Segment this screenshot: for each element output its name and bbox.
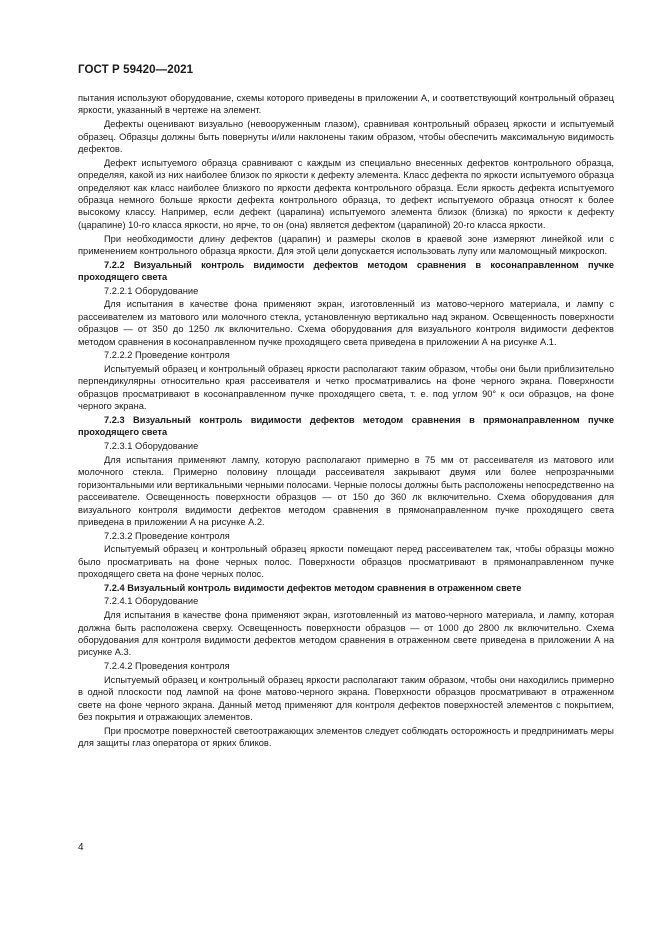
subsection-heading-7-2-2-1: 7.2.2.1 Оборудование [104,285,199,296]
paragraph: Испытуемый образец и контрольный образец яркости располагают таким образом, чтобы они находились примерно в одной плоскости под лампой на фоне матово-черного экрана. Поверхности образцов просматривают в отраженном свете на фоне черного экрана. Данный метод применяют для контроля дефектов поверхностей элементов с покрытием, без покрытия и отражающих элементов. [78,674,614,723]
subsection-heading-7-2-4-2: 7.2.4.2 Проведения контроля [104,661,230,672]
section-heading-7-2-2: 7.2.2 Визуальный контроль видимости дефектов методом сравнения в косонаправленном пучке проходящего света [78,259,614,283]
subsection-heading-7-2-2-2: 7.2.2.2 Проведение контроля [104,350,230,361]
paragraph: Для испытания применяют лампу, которую располагают примерно в 75 мм от рассеивателя из матового или молочного стекла. Примерно половину площади рассеивателя закрывают двумя или более непрозрачными горизонтальными или вертикальными черными полосами. Черные полосы должны быть расположены непосредственно на рассеивателе. Освещенность поверхности образцов — от 150 до 360 лк включительно. Схема оборудования для визуального контроля видимости дефектов методом сравнения в прямонаправленном пучке проходящего света приведена в приложении А на рисунке А.2. [78,454,614,528]
subsection-heading-7-2-3-1: 7.2.3.1 Оборудование [104,441,199,452]
paragraph: Для испытания в качестве фона применяют экран, изготовленный из матово-черного материала, и лампу, которая должна быть расположена сверху. Освещенность поверхности образцов — от 1000 до 2800 лк включительно. Схема оборудования для контроля видимости дефектов методом сравнения в отраженном свете приведена в приложении А на рисунке А.3. [78,610,614,658]
paragraph: При необходимости длину дефектов (царапин) и размеры сколов в краевой зоне измеряют линейкой или с применением контрольного образца яркости. Для этой цели допускается использовать лупу или маломощный микроскоп. [78,233,614,256]
section-heading-7-2-3: 7.2.3 Визуальный контроль видимости дефектов методом сравнения в прямонаправленном пучке проходящего света [78,415,614,438]
subsection-heading-7-2-3-2: 7.2.3.2 Проведение контроля [104,530,230,541]
document-body [78,92,614,751]
paragraph: При просмотре поверхностей светоотражающих элементов следует соблюдать осторожность и предпринимать меры для защиты глаз оператора от ярких бликов. [78,725,614,749]
page-number: 4 [78,842,84,853]
section-heading-7-2-4: 7.2.4 Визуальный контроль видимости дефектов методом сравнения в отраженном свете [104,582,522,593]
paragraph: Испытуемый образец и контрольный образец яркости располагают таким образом, чтобы они были приблизительно перпендикулярны относительно края рассеивателя и четко просматривались на фоне черного экрана. Поверхности образцов просматривают в косонаправленном пучке проходящего света, т. е. под углом 90° к оси образцов, на фоне черного экрана. [78,364,614,412]
paragraph: Испытуемый образец и контрольный образец яркости помещают перед рассеивателем так, чтобы образцы можно было просматривать на фоне черных полос. Поверхности образцов просматривают в прямонаправленном пучке проходящего света на фоне черных полос. [78,544,614,580]
paragraph-continuation: пытания используют оборудование, схемы которого приведены в приложении А, и соответствующий контрольный образец яркости, указанный в чертеже на элемент. [78,93,614,116]
paragraph: Для испытания в качестве фона применяют экран, изготовленный из матово-черного материала, и лампу с рассеивателем из матового или молочного стекла, установленную вертикально над экраном. Освещенность поверхности образцов — от 350 до 1250 лк включительно. Схема оборудования для визуального контроля видимости дефектов методом сравнения в косонаправленном пучке проходящего света приведена в приложении А на рисунке А.1. [78,299,614,347]
paragraph: Дефекты оценивают визуально (невооруженным глазом), сравнивая контрольный образец яркости и испытуемый образец. Образцы должны быть повернуты и/или наклонены таким образом, чтобы обеспечить максимальную видимость дефектов. [78,119,614,154]
document-header: ГОСТ Р 59420—2021 [78,64,194,76]
paragraph: Дефект испытуемого образца сравнивают с каждым из специально внесенных дефектов контрольного образца, определяя, какой из них наиболее близок по яркости к дефекту элемента. Класс дефекта по яркости испытуемого образца определяют как класс наиболее близкого по яркости дефекта контрольного образца. Если яркость дефекта испытуемого образца немного больше яркости дефекта контрольного образца, то дефект испытуемого образца относят к более высокому классу. Например, если дефект (царапина) испытуемого элемента близок (близка) по яркости к дефекту (царапине) 10-го класса яркости, но ярче, то он (она) является дефектом (царапиной) 20-го класса яркости. [78,157,614,230]
subsection-heading-7-2-4-1: 7.2.4.1 Оборудование [104,596,199,607]
